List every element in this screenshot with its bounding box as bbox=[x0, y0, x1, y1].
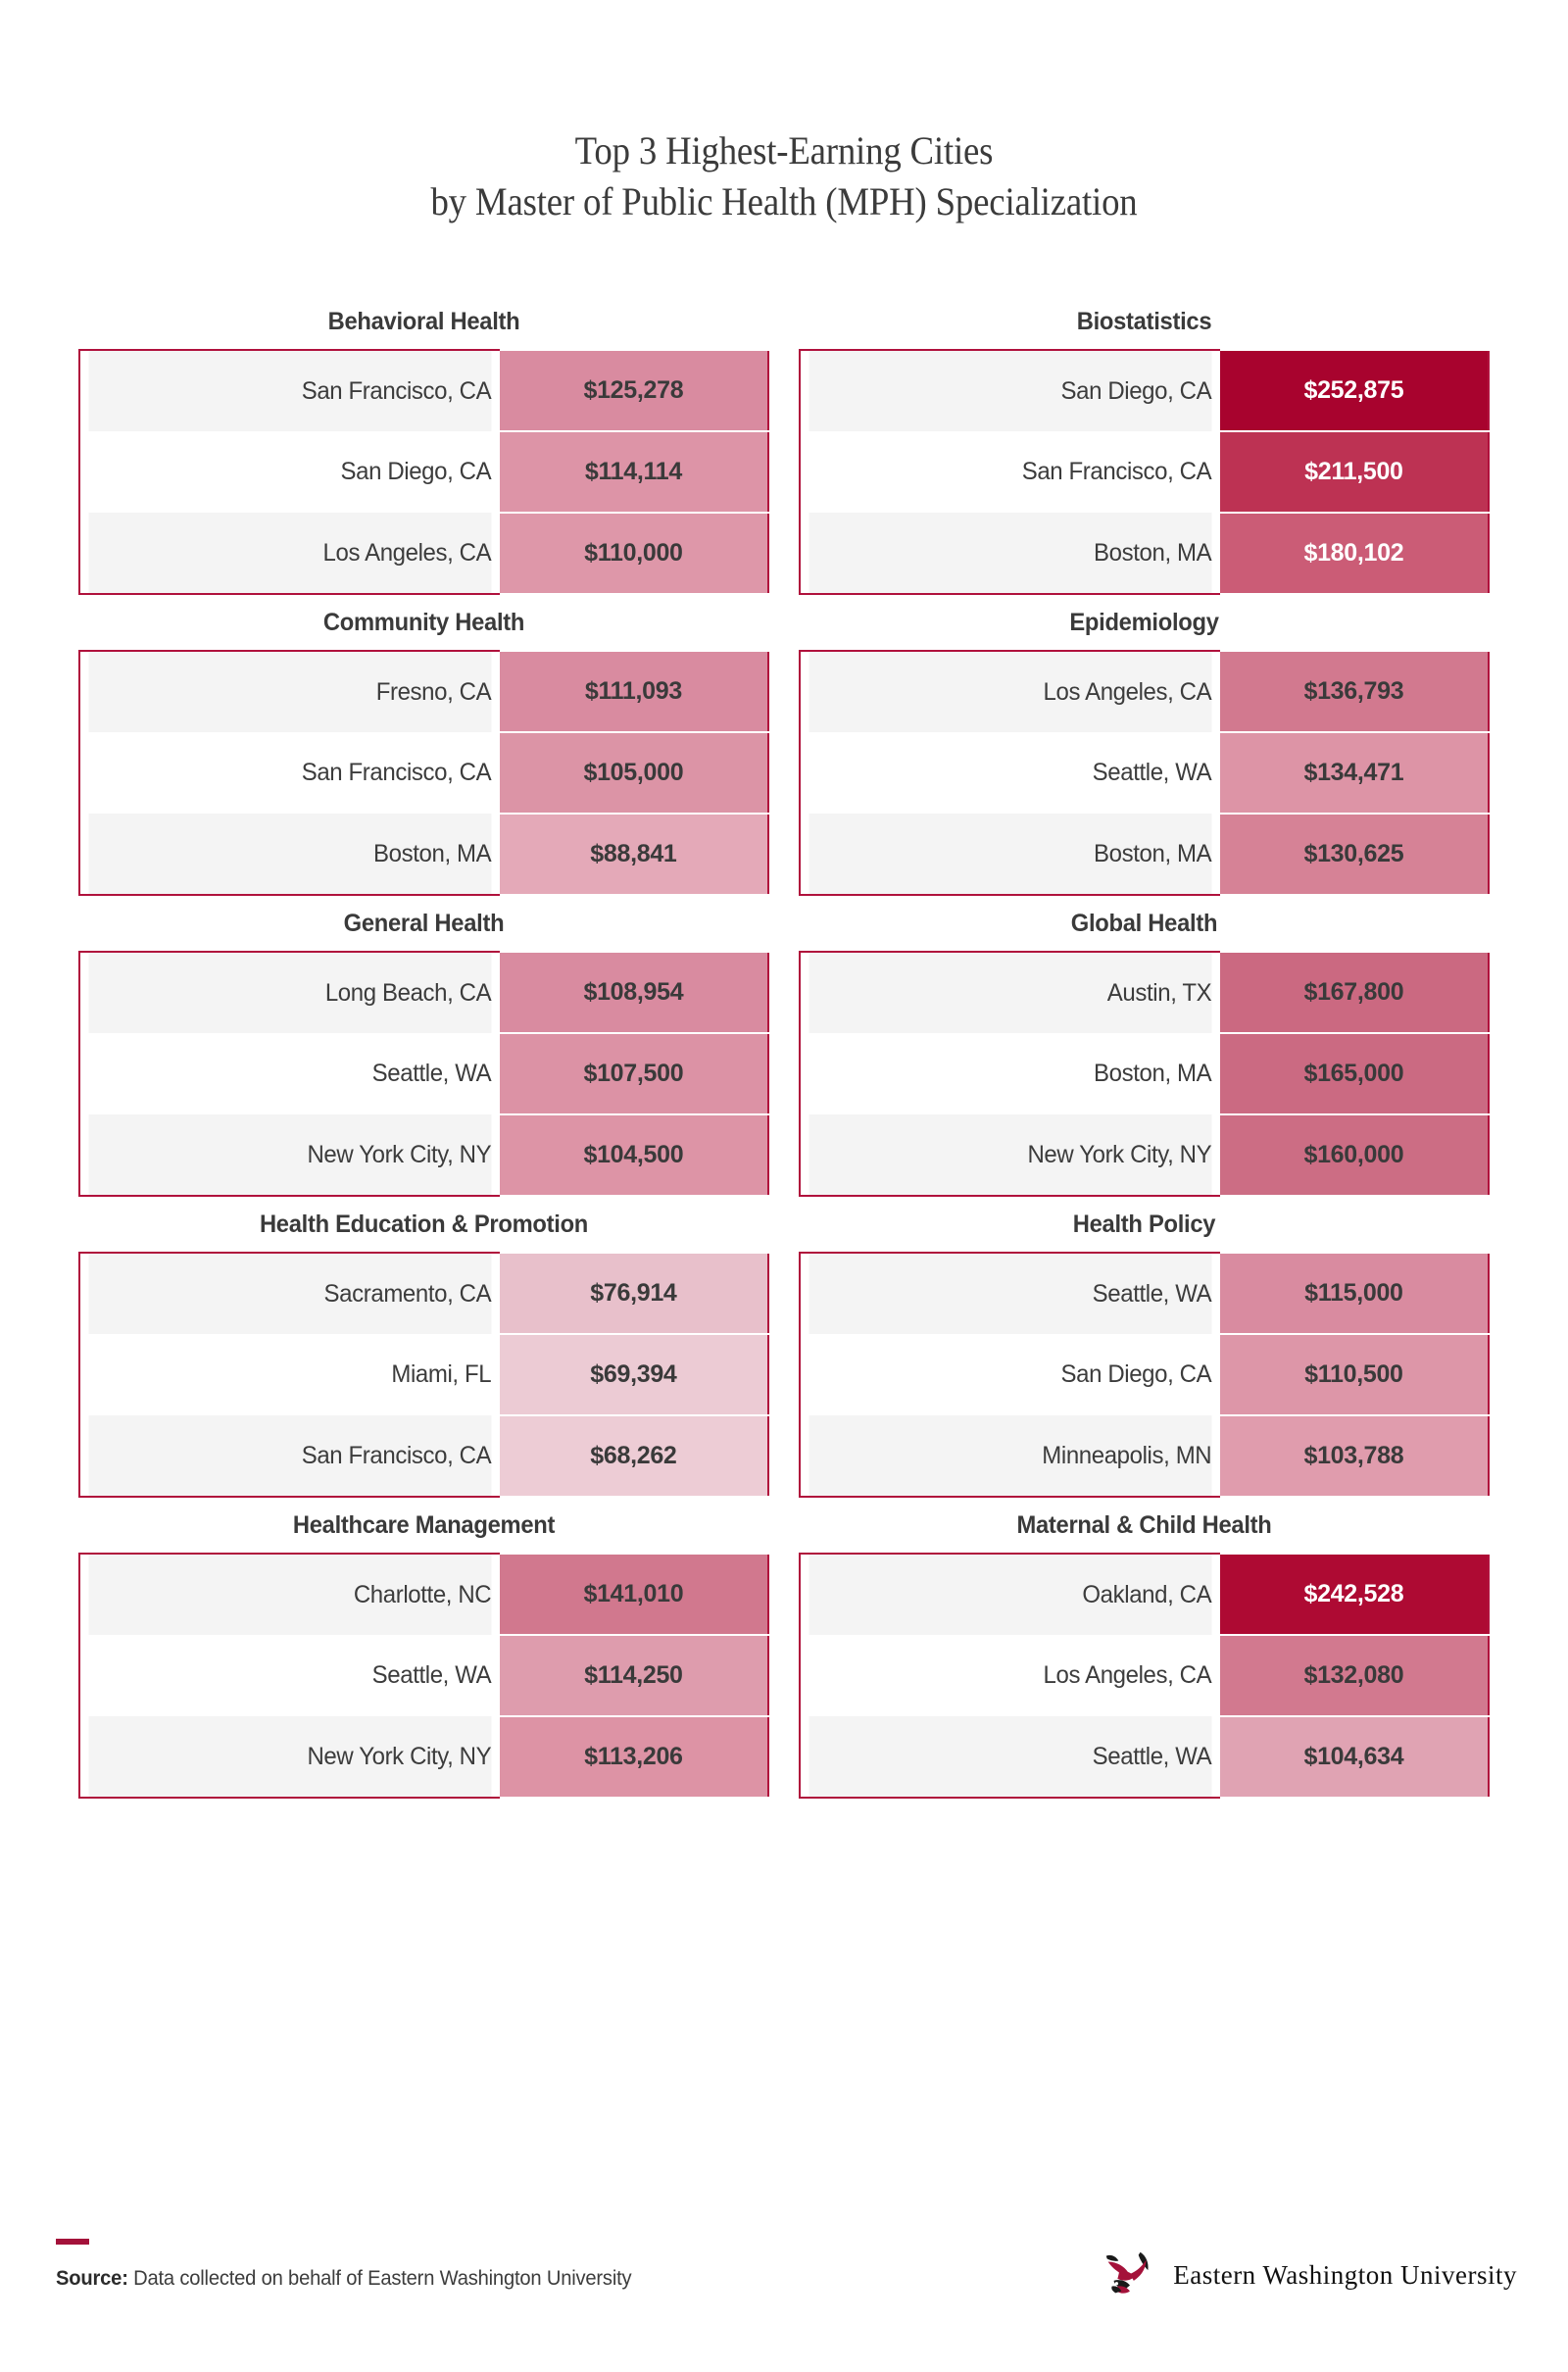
salary-table bbox=[799, 650, 1490, 896]
city-cell: Long Beach, CA bbox=[88, 952, 492, 1033]
table-row bbox=[800, 350, 1489, 431]
specialization-panel bbox=[784, 294, 1568, 595]
table-row bbox=[800, 1114, 1489, 1196]
source-label: Source: bbox=[56, 2267, 128, 2290]
panel-row bbox=[0, 1498, 1568, 1799]
salary-table bbox=[799, 1553, 1490, 1799]
salary-table bbox=[78, 1252, 769, 1498]
source-note bbox=[56, 2267, 631, 2291]
table-row bbox=[800, 814, 1489, 895]
panel-row bbox=[0, 595, 1568, 896]
table-row bbox=[79, 1253, 768, 1334]
table-row bbox=[800, 431, 1489, 513]
specialization-panel bbox=[784, 1498, 1568, 1799]
salary-cell: $114,114 bbox=[500, 431, 768, 513]
panel-title: Global Health bbox=[1070, 910, 1218, 937]
table-row bbox=[79, 350, 768, 431]
salary-cell: $68,262 bbox=[500, 1415, 768, 1497]
salary-cell: $132,080 bbox=[1220, 1635, 1489, 1716]
salary-table bbox=[799, 951, 1490, 1197]
table-row bbox=[800, 1253, 1489, 1334]
salary-cell: $165,000 bbox=[1220, 1033, 1489, 1114]
salary-cell: $115,000 bbox=[1220, 1253, 1489, 1334]
specialization-panel bbox=[0, 896, 784, 1197]
logo-wordmark: Eastern Washington University bbox=[1173, 2259, 1517, 2290]
city-cell: Miami, FL bbox=[88, 1334, 492, 1415]
salary-cell: $104,500 bbox=[500, 1114, 768, 1196]
panel-title: Maternal & Child Health bbox=[1016, 1511, 1272, 1539]
table-row bbox=[800, 513, 1489, 594]
city-cell: Oakland, CA bbox=[808, 1554, 1212, 1635]
eagle-icon bbox=[1099, 2245, 1159, 2305]
table-row bbox=[79, 814, 768, 895]
salary-table bbox=[799, 349, 1490, 595]
eastern-washington-university-logo bbox=[1099, 2245, 1517, 2305]
panel-title: Epidemiology bbox=[1069, 609, 1219, 636]
salary-cell: $252,875 bbox=[1220, 350, 1489, 431]
table-row bbox=[800, 651, 1489, 732]
salary-table bbox=[78, 650, 769, 896]
table-row bbox=[79, 952, 768, 1033]
table-row bbox=[800, 1033, 1489, 1114]
salary-cell: $125,278 bbox=[500, 350, 768, 431]
panel-row bbox=[0, 896, 1568, 1197]
city-cell: Seattle, WA bbox=[88, 1635, 492, 1716]
panel-row bbox=[0, 294, 1568, 595]
table-row bbox=[79, 1033, 768, 1114]
specialization-panel bbox=[784, 595, 1568, 896]
salary-cell: $108,954 bbox=[500, 952, 768, 1033]
salary-cell: $211,500 bbox=[1220, 431, 1489, 513]
salary-cell: $76,914 bbox=[500, 1253, 768, 1334]
salary-cell: $130,625 bbox=[1220, 814, 1489, 895]
specialization-grid bbox=[0, 294, 1568, 1799]
salary-cell: $88,841 bbox=[500, 814, 768, 895]
city-cell: Seattle, WA bbox=[88, 1033, 492, 1114]
source-body: Data collected on behalf of Eastern Washington University bbox=[127, 2267, 632, 2290]
city-cell: New York City, NY bbox=[88, 1716, 492, 1798]
city-cell: San Diego, CA bbox=[808, 350, 1212, 431]
city-cell: Los Angeles, CA bbox=[808, 651, 1212, 732]
salary-table bbox=[78, 349, 769, 595]
table-row bbox=[79, 1114, 768, 1196]
city-cell: Boston, MA bbox=[808, 814, 1212, 895]
salary-table bbox=[799, 1252, 1490, 1498]
specialization-panel bbox=[784, 1197, 1568, 1498]
table-row bbox=[79, 513, 768, 594]
table-row bbox=[800, 952, 1489, 1033]
title-line-2: by Master of Public Health (MPH) Specialization bbox=[430, 179, 1138, 223]
table-row bbox=[79, 732, 768, 814]
panel-title: Community Health bbox=[322, 609, 525, 636]
city-cell: San Francisco, CA bbox=[88, 1415, 492, 1497]
page-title bbox=[0, 125, 1568, 227]
salary-cell: $105,000 bbox=[500, 732, 768, 814]
salary-cell: $160,000 bbox=[1220, 1114, 1489, 1196]
specialization-panel bbox=[784, 896, 1568, 1197]
city-cell: Sacramento, CA bbox=[88, 1253, 492, 1334]
panel-row bbox=[0, 1197, 1568, 1498]
city-cell: San Diego, CA bbox=[808, 1334, 1212, 1415]
table-row bbox=[79, 651, 768, 732]
table-row bbox=[800, 1716, 1489, 1798]
salary-cell: $114,250 bbox=[500, 1635, 768, 1716]
salary-cell: $167,800 bbox=[1220, 952, 1489, 1033]
table-row bbox=[800, 1415, 1489, 1497]
salary-cell: $110,500 bbox=[1220, 1334, 1489, 1415]
salary-cell: $69,394 bbox=[500, 1334, 768, 1415]
panel-title: Behavioral Health bbox=[327, 308, 520, 335]
panel-title: Health Policy bbox=[1072, 1211, 1216, 1238]
salary-cell: $136,793 bbox=[1220, 651, 1489, 732]
salary-cell: $113,206 bbox=[500, 1716, 768, 1798]
table-row bbox=[800, 1635, 1489, 1716]
city-cell: San Francisco, CA bbox=[88, 350, 492, 431]
city-cell: New York City, NY bbox=[88, 1114, 492, 1196]
salary-cell: $110,000 bbox=[500, 513, 768, 594]
salary-cell: $141,010 bbox=[500, 1554, 768, 1635]
panel-title: General Health bbox=[343, 910, 505, 937]
panel-title: Biostatistics bbox=[1076, 308, 1212, 335]
city-cell: New York City, NY bbox=[808, 1114, 1212, 1196]
panel-title: Healthcare Management bbox=[292, 1511, 556, 1539]
table-row bbox=[79, 1415, 768, 1497]
table-row bbox=[79, 1554, 768, 1635]
table-row bbox=[800, 732, 1489, 814]
city-cell: Austin, TX bbox=[808, 952, 1212, 1033]
city-cell: Boston, MA bbox=[88, 814, 492, 895]
salary-cell: $104,634 bbox=[1220, 1716, 1489, 1798]
salary-cell: $242,528 bbox=[1220, 1554, 1489, 1635]
table-row bbox=[79, 1334, 768, 1415]
city-cell: San Francisco, CA bbox=[808, 431, 1212, 513]
title-line-1: Top 3 Highest-Earning Cities bbox=[574, 128, 994, 173]
specialization-panel bbox=[0, 1197, 784, 1498]
specialization-panel bbox=[0, 1498, 784, 1799]
accent-dash bbox=[56, 2239, 89, 2245]
table-row bbox=[79, 1635, 768, 1716]
city-cell: Seattle, WA bbox=[808, 732, 1212, 814]
salary-cell: $180,102 bbox=[1220, 513, 1489, 594]
city-cell: Seattle, WA bbox=[808, 1253, 1212, 1334]
city-cell: Boston, MA bbox=[808, 1033, 1212, 1114]
salary-cell: $107,500 bbox=[500, 1033, 768, 1114]
city-cell: Seattle, WA bbox=[808, 1716, 1212, 1798]
panel-title: Health Education & Promotion bbox=[259, 1211, 589, 1238]
city-cell: Charlotte, NC bbox=[88, 1554, 492, 1635]
salary-cell: $111,093 bbox=[500, 651, 768, 732]
city-cell: San Diego, CA bbox=[88, 431, 492, 513]
city-cell: Boston, MA bbox=[808, 513, 1212, 594]
specialization-panel bbox=[0, 595, 784, 896]
footer bbox=[0, 2196, 1568, 2372]
specialization-panel bbox=[0, 294, 784, 595]
city-cell: Minneapolis, MN bbox=[808, 1415, 1212, 1497]
city-cell: Los Angeles, CA bbox=[88, 513, 492, 594]
city-cell: San Francisco, CA bbox=[88, 732, 492, 814]
table-row bbox=[800, 1334, 1489, 1415]
salary-table bbox=[78, 1553, 769, 1799]
table-row bbox=[79, 431, 768, 513]
salary-table bbox=[78, 951, 769, 1197]
table-row bbox=[800, 1554, 1489, 1635]
city-cell: Los Angeles, CA bbox=[808, 1635, 1212, 1716]
salary-cell: $103,788 bbox=[1220, 1415, 1489, 1497]
table-row bbox=[79, 1716, 768, 1798]
city-cell: Fresno, CA bbox=[88, 651, 492, 732]
salary-cell: $134,471 bbox=[1220, 732, 1489, 814]
